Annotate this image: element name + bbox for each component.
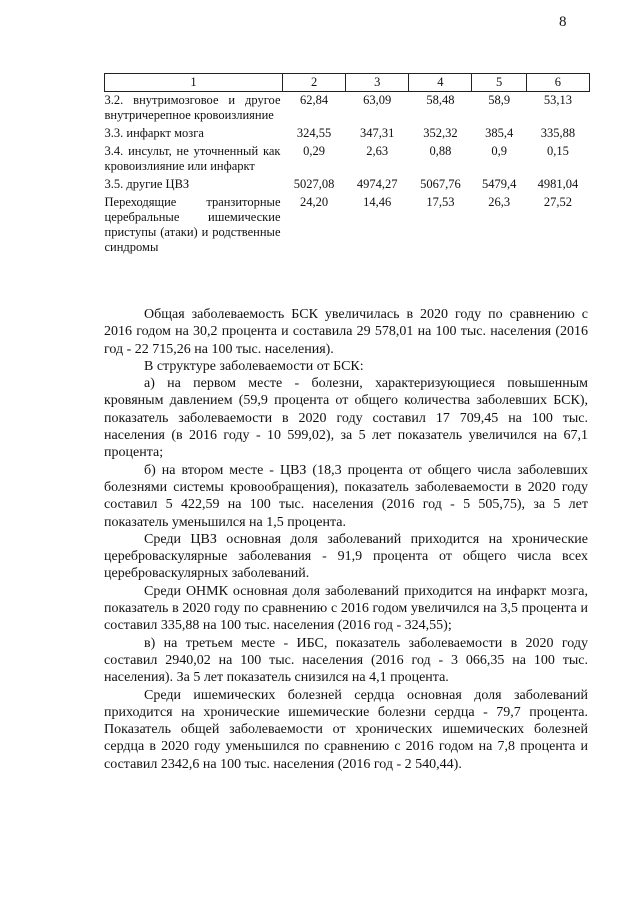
column-header: 3 [346, 74, 409, 92]
paragraph: В структуре заболеваемости от БСК: [144, 358, 364, 374]
table-cell: 352,32 [423, 126, 458, 140]
table-row [105, 92, 590, 126]
table-cell: 26,3 [488, 195, 511, 209]
column-header: 1 [105, 74, 283, 92]
table-cell: 14,46 [363, 195, 392, 209]
table-cell: 0,9 [491, 144, 507, 158]
table-cell: 347,31 [360, 126, 395, 140]
paragraph: Общая заболеваемость БСК увеличилась в 2020 году по сравнению с 2016 годом на 30,2 процента и составила 29 578,01 на 100 тыс. населения (2016 год - 22 715,26 на 100 тыс. населения). [104, 307, 588, 357]
table-cell: 58,9 [488, 93, 511, 107]
table-cell: 53,13 [543, 93, 572, 107]
paragraph: Среди ишемических болезней сердца основная доля заболеваний приходится на хронические ишемические болезни сердца - 79,7 процента. Показатель общей заболеваемости от хронических ишемических болезней сердца в 2020 году уменьшился по сравнению с 2016 годом на 7,8 процента и составил 2342,6 на 100 тыс. населения (2016 год - 2 540,44). [104, 687, 588, 772]
table-cell: 385,4 [485, 126, 514, 140]
paragraph: а) на первом месте - болезни, характеризующиеся повышенным кровяным давлением (59,9 процента от общего количества заболевших БСК), показатель заболеваемости в 2020 году составил 17 709,45 на 100 тыс. населения (в 2016 году - 10 599,02), за 5 лет показатель увеличился на 67,1 процента; [104, 376, 588, 461]
table-cell: 5479,4 [481, 177, 517, 191]
paragraph: в) на третьем месте - ИБС, показатель заболеваемости в 2020 году составил 2940,02 на 100 тыс. населения (2016 год - 3 066,35 на 100 тыс. населения). За 5 лет показатель снизился на 4,1 процента. [104, 635, 588, 686]
table-cell: 4981,04 [537, 177, 579, 191]
column-header: 2 [283, 74, 346, 92]
row-label: 3.3. инфаркт мозга [104, 126, 204, 140]
paragraph: б) на втором месте - ЦВЗ (18,3 процента от общего числа заболевших болезнями системы кровообращения), показатель заболеваемости в 2020 году составил 5 422,59 на 100 тыс. населения (2016 год - 5 505,75), за 5 лет показатель уменьшился на 1,5 процента. [104, 462, 588, 530]
table-cell: 5027,08 [293, 177, 335, 191]
column-header: 4 [409, 74, 472, 92]
paragraph: Среди ОНМК основная доля заболеваний приходится на инфаркт мозга, показатель в 2020 году по сравнению с 2016 годом увеличился на 3,5 процента и составил 335,88 на 100 тыс. населения (2016 год - 324,55); [104, 583, 588, 634]
row-label: Переходящие транзиторные церебральные ишемические приступы (атаки) и родственные синдромы [104, 195, 281, 254]
table-cell: 335,88 [540, 126, 576, 140]
table-cell: 0,88 [429, 144, 452, 158]
statistics-table [104, 73, 590, 257]
row-label: 3.4. инсульт, не уточненный как кровоизлияние или инфаркт [104, 144, 281, 173]
table-cell: 62,84 [300, 93, 329, 107]
table-row [105, 125, 590, 143]
table-row [105, 176, 590, 194]
table-cell: 5067,76 [420, 177, 461, 191]
row-label: 3.2. внутримозговое и другое внутричерепное кровоизлияние [104, 93, 281, 122]
body-text [104, 306, 588, 773]
table-header-row [105, 74, 590, 92]
row-label: 3.5. другие ЦВЗ [104, 177, 190, 191]
column-header: 6 [526, 74, 589, 92]
table-row [105, 143, 590, 176]
table-cell: 0,15 [546, 144, 569, 158]
paragraph: Среди ЦВЗ основная доля заболеваний приходится на хронические цереброваскулярные заболевания - 91,9 процента от общего числа всех цереброваскулярных заболеваний. [104, 531, 588, 582]
table-cell: 63,09 [363, 93, 392, 107]
table-cell: 324,55 [296, 126, 332, 140]
table-cell: 17,53 [426, 195, 455, 209]
column-header: 5 [472, 74, 526, 92]
table-cell: 0,29 [303, 144, 326, 158]
page-number: 8 [559, 14, 567, 30]
table-cell: 2,63 [366, 144, 389, 158]
table-row [105, 194, 590, 257]
table-cell: 4974,27 [356, 177, 398, 191]
table-cell: 24,20 [300, 195, 329, 209]
table-cell: 27,52 [543, 195, 572, 209]
table-cell: 58,48 [426, 93, 455, 107]
